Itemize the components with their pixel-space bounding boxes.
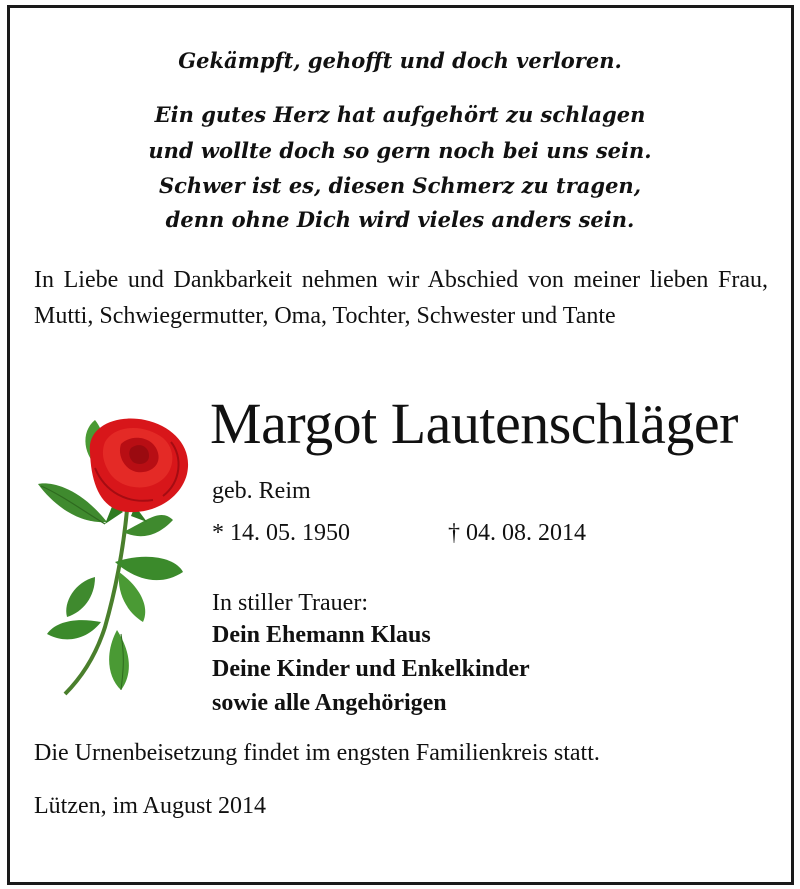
mourner-line-2: Deine Kinder und Enkelkinder [212, 656, 530, 682]
poem-line-3: und wollte doch so gern noch bei uns sein. [148, 138, 652, 163]
poem-line-4: Schwer ist es, diesen Schmerz zu tragen, [158, 173, 642, 198]
mourner-line-1: Dein Ehemann Klaus [212, 622, 431, 648]
mourner-line-3: sowie alle Angehörigen [212, 690, 447, 716]
mourners-heading: In stiller Trauer: [212, 590, 368, 616]
death-date: † 04. 08. 2014 [448, 520, 586, 546]
burial-note: Die Urnenbeisetzung findet im engsten Familienkreis statt. [34, 740, 600, 766]
poem-line-5: denn ohne Dich wird vieles anders sein. [165, 207, 635, 232]
birth-date: * 14. 05. 1950 [212, 520, 350, 546]
intro-paragraph: In Liebe und Dankbarkeit nehmen wir Abschied von meiner lieben Frau, Mutti, Schwiegermutter, Oma, Tochter, Schwester und Tante [34, 267, 768, 329]
deceased-name: Margot Lautenschläger [210, 391, 738, 456]
maiden-name: geb. Reim [212, 478, 311, 504]
poem-line-2: Ein gutes Herz hat aufgehört zu schlagen [154, 102, 646, 127]
place-date: Lützen, im August 2014 [34, 793, 266, 819]
poem-line-1: Gekämpft, gehofft und doch verloren. [178, 48, 622, 73]
red-rose-icon [35, 412, 195, 697]
